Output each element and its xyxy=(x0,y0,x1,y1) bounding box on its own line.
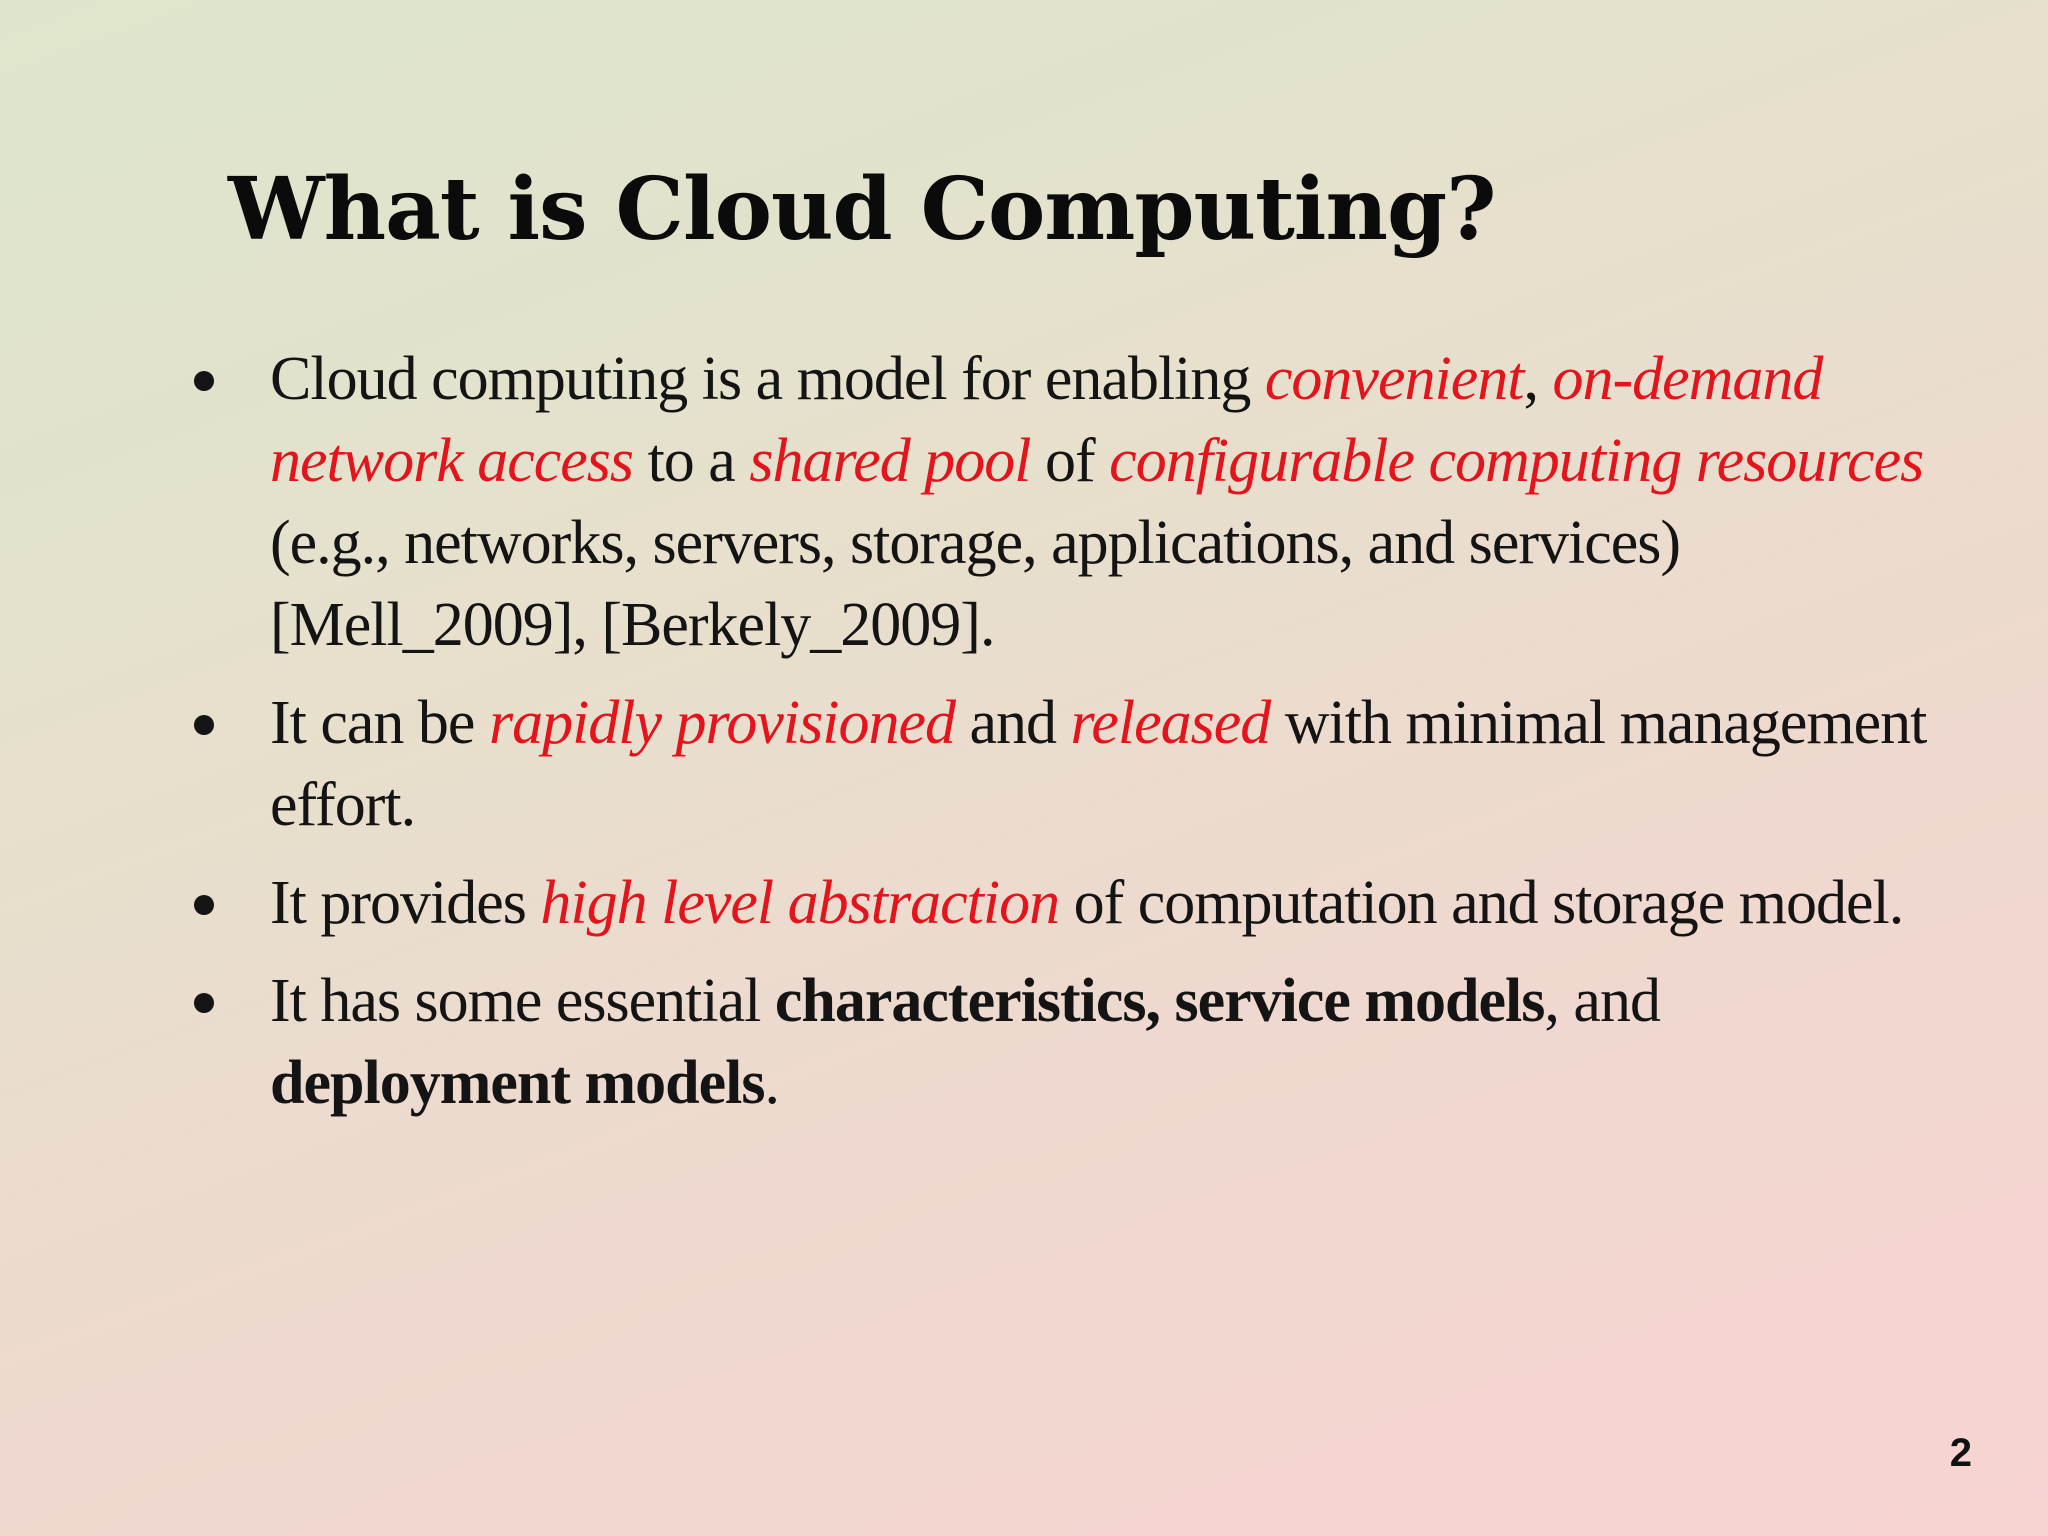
bullet-item-abstraction xyxy=(190,862,1950,944)
text-segment: of computation and storage model. xyxy=(1059,869,1904,937)
text-segment: Cloud computing is a model for enabling xyxy=(270,345,1265,413)
text-segment: of xyxy=(1030,427,1110,495)
emphasis-high-level-abstraction: high level abstraction xyxy=(540,869,1060,937)
emphasis-rapidly-provisioned: rapidly provisioned xyxy=(488,689,955,757)
strong-deployment-models: deployment models xyxy=(270,1049,765,1117)
bullet-dot-icon xyxy=(194,895,214,915)
text-segment: . xyxy=(764,1049,779,1117)
emphasis-convenient: convenient xyxy=(1264,345,1524,413)
emphasis-on-demand: on-demand network access xyxy=(270,345,1823,495)
bullet-text xyxy=(270,345,1923,659)
bullet-text xyxy=(270,869,1903,937)
bullet-dot-icon xyxy=(194,371,214,391)
slide-title: What is Cloud Computing? xyxy=(228,159,1496,260)
bullet-text xyxy=(270,967,1660,1117)
bullet-item-definition xyxy=(190,338,1950,666)
bullet-dot-icon xyxy=(194,715,214,735)
bullet-item-characteristics xyxy=(190,960,1950,1124)
text-segment: It can be xyxy=(270,689,489,757)
text-segment: , xyxy=(1523,345,1553,413)
bullet-list xyxy=(190,338,1950,1140)
emphasis-released: released xyxy=(1070,689,1271,757)
bullet-item-provisioning xyxy=(190,682,1950,846)
text-segment: It provides xyxy=(270,869,541,937)
text-segment: (e.g., networks, servers, storage, applications, and services) [Mell_2009], [Berkely_2009]. xyxy=(270,509,1681,659)
bullet-text xyxy=(270,689,1926,839)
page-number: 2 xyxy=(1949,1431,1972,1475)
emphasis-shared-pool: shared pool xyxy=(749,427,1031,495)
text-segment: and xyxy=(954,689,1071,757)
text-segment: It has some essential xyxy=(270,967,775,1035)
emphasis-configurable: configurable computing resources xyxy=(1109,427,1924,495)
text-segment: to a xyxy=(633,427,750,495)
text-segment: with minimal management effort. xyxy=(270,689,1927,839)
strong-characteristics: characteristics, service models xyxy=(774,967,1545,1035)
text-segment: , and xyxy=(1544,967,1660,1035)
bullet-dot-icon xyxy=(194,993,214,1013)
